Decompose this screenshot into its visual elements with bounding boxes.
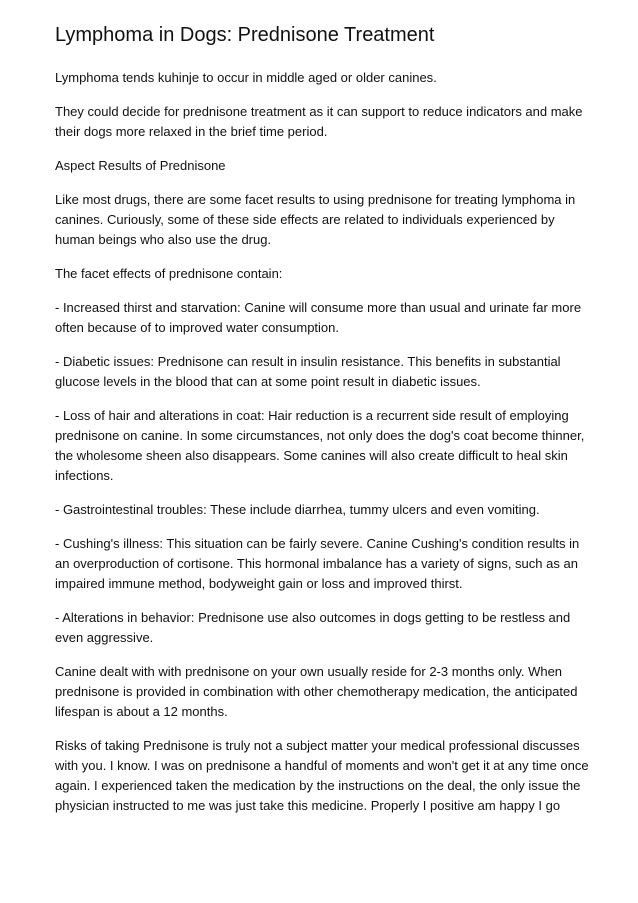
paragraph-risks: Risks of taking Prednisone is truly not a subject matter your medical professional discusses with you. I know. I was on prednisone a handful of moments and won't get it at any time once again. I experienced taken the medication by the instructions on the deal, the only issue the physician instructed to me was just take this medicine. Properly I positive am happy I go	[55, 738, 589, 813]
list-item-behavior: - Alterations in behavior: Prednisone use also outcomes in dogs getting to be restless and even aggressive.	[55, 610, 571, 645]
document-title: Lymphoma in Dogs: Prednisone Treatment	[55, 24, 435, 46]
document-page	[55, 22, 595, 830]
list-item-gastrointestinal: - Gastrointestinal troubles: These include diarrhea, tummy ulcers and even vomiting.	[55, 502, 540, 517]
list-item-diabetes: - Diabetic issues: Prednisone can result in insulin resistance. This benefits in substantial glucose levels in the blood that can at some point result in diabetic issues.	[55, 354, 561, 389]
paragraph-side-effects-intro: Like most drugs, there are some facet results to using prednisone for treating lymphoma in canines. Curiously, some of these side effects are related to individuals experienced by human beings who also use the drug.	[55, 192, 576, 247]
list-item-thirst: - Increased thirst and starvation: Canine will consume more than usual and urinate far more often because of to improved water consumption.	[55, 300, 582, 335]
section-heading-side-effects: Aspect Results of Prednisone	[55, 158, 226, 173]
list-item-hair-loss: - Loss of hair and alterations in coat: Hair reduction is a recurrent side result of employing prednisone on canine. In some circumstances, not only does the dog's coat become thinner, the wholesome sheen also disappears. Some canines will also create difficult to heal skin infections.	[55, 408, 585, 483]
paragraph-lifespan: Canine dealt with with prednisone on your own usually reside for 2-3 months only. When prednisone is provided in combination with other chemotherapy medication, the anticipated lifespan is about a 12 months.	[55, 664, 578, 719]
paragraph-side-effects-list-intro: The facet effects of prednisone contain:	[55, 266, 283, 281]
list-item-cushings: - Cushing's illness: This situation can be fairly severe. Canine Cushing's condition results in an overproduction of cortisone. This hormonal imbalance has a variety of signs, such as an impaired immune method, bodyweight gain or loss and improved thirst.	[55, 536, 580, 591]
paragraph-intro: Lymphoma tends kuhinje to occur in middle aged or older canines.	[55, 70, 437, 85]
paragraph-treatment-choice: They could decide for prednisone treatment as it can support to reduce indicators and make their dogs more relaxed in the brief time period.	[55, 104, 583, 139]
